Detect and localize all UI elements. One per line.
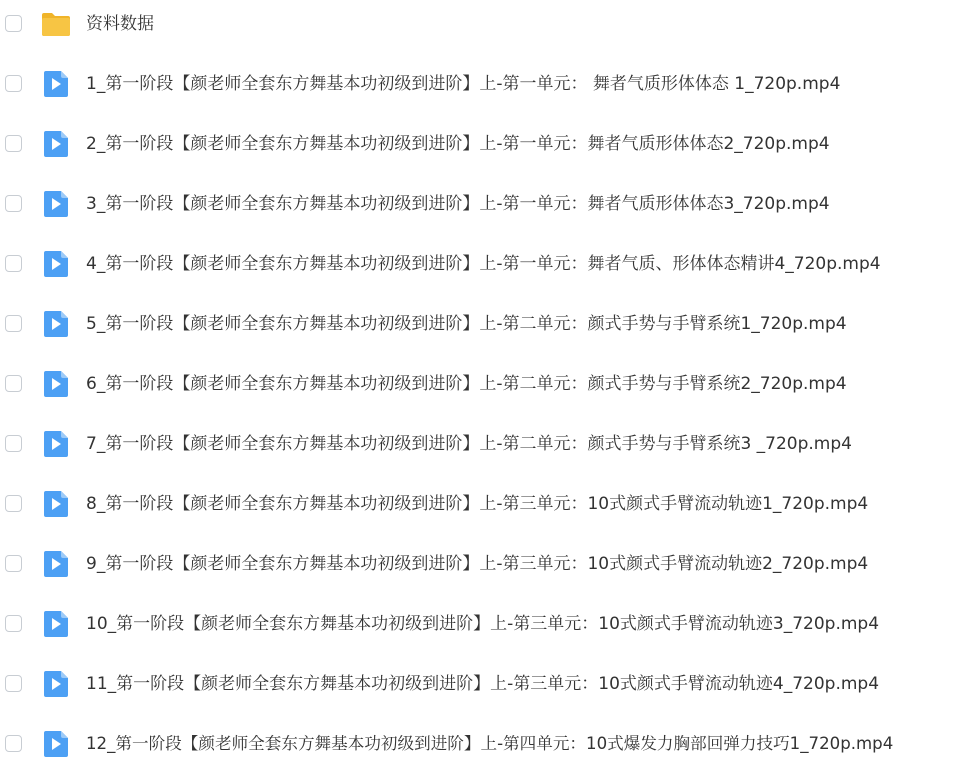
list-item-video[interactable]	[0, 362, 962, 422]
list-item-video[interactable]	[0, 62, 962, 122]
list-item-folder[interactable]	[0, 2, 962, 62]
list-item-video[interactable]	[0, 722, 962, 782]
checkbox-icon[interactable]	[5, 195, 22, 212]
file-name[interactable]: 1_第一阶段【颜老师全套东方舞基本功初级到进阶】上-第一单元： 舞者气质形体体态 1_720p.mp4	[86, 74, 841, 94]
checkbox-icon[interactable]	[5, 375, 22, 392]
file-name[interactable]: 11_第一阶段【颜老师全套东方舞基本功初级到进阶】上-第三单元：10式颜式手臂流动轨迹4_720p.mp4	[86, 674, 880, 694]
list-item-video[interactable]	[0, 242, 962, 302]
file-name[interactable]: 4_第一阶段【颜老师全套东方舞基本功初级到进阶】上-第一单元：舞者气质、形体体态精讲4_720p.mp4	[86, 254, 881, 274]
video-file-icon	[41, 250, 71, 278]
video-file-icon	[41, 430, 71, 458]
video-file-icon	[41, 70, 71, 98]
list-item-video[interactable]	[0, 482, 962, 542]
checkbox-icon[interactable]	[5, 675, 22, 692]
file-name[interactable]: 资料数据	[86, 14, 154, 34]
folder-icon	[41, 10, 71, 38]
video-file-icon	[41, 370, 71, 398]
checkbox-icon[interactable]	[5, 315, 22, 332]
video-file-icon	[41, 610, 71, 638]
checkbox-icon[interactable]	[5, 75, 22, 92]
file-name[interactable]: 9_第一阶段【颜老师全套东方舞基本功初级到进阶】上-第三单元：10式颜式手臂流动轨迹2_720p.mp4	[86, 554, 869, 574]
checkbox-icon[interactable]	[5, 615, 22, 632]
checkbox-icon[interactable]	[5, 255, 22, 272]
list-item-video[interactable]	[0, 122, 962, 182]
video-file-icon	[41, 310, 71, 338]
list-item-video[interactable]	[0, 182, 962, 242]
checkbox-icon[interactable]	[5, 555, 22, 572]
checkbox-icon[interactable]	[5, 495, 22, 512]
file-name[interactable]: 3_第一阶段【颜老师全套东方舞基本功初级到进阶】上-第一单元：舞者气质形体体态3_720p.mp4	[86, 194, 830, 214]
file-name[interactable]: 2_第一阶段【颜老师全套东方舞基本功初级到进阶】上-第一单元：舞者气质形体体态2_720p.mp4	[86, 134, 830, 154]
video-file-icon	[41, 670, 71, 698]
file-name[interactable]: 8_第一阶段【颜老师全套东方舞基本功初级到进阶】上-第三单元：10式颜式手臂流动轨迹1_720p.mp4	[86, 494, 869, 514]
list-item-video[interactable]	[0, 662, 962, 722]
video-file-icon	[41, 550, 71, 578]
file-name[interactable]: 12_第一阶段【颜老师全套东方舞基本功初级到进阶】上-第四单元：10式爆发力胸部回弹力技巧1_720p.mp4	[86, 734, 894, 753]
list-item-video[interactable]	[0, 542, 962, 602]
file-name[interactable]: 7_第一阶段【颜老师全套东方舞基本功初级到进阶】上-第二单元：颜式手势与手臂系统3 _720p.mp4	[86, 434, 852, 454]
file-name[interactable]: 10_第一阶段【颜老师全套东方舞基本功初级到进阶】上-第三单元：10式颜式手臂流动轨迹3_720p.mp4	[86, 614, 880, 634]
list-item-video[interactable]	[0, 422, 962, 482]
checkbox-icon[interactable]	[5, 735, 22, 752]
checkbox-icon[interactable]	[5, 135, 22, 152]
video-file-icon	[41, 130, 71, 158]
video-file-icon	[41, 730, 71, 758]
video-file-icon	[41, 190, 71, 218]
checkbox-icon[interactable]	[5, 435, 22, 452]
video-file-icon	[41, 490, 71, 518]
list-item-video[interactable]	[0, 602, 962, 662]
file-name[interactable]: 5_第一阶段【颜老师全套东方舞基本功初级到进阶】上-第二单元：颜式手势与手臂系统1_720p.mp4	[86, 314, 847, 334]
file-name[interactable]: 6_第一阶段【颜老师全套东方舞基本功初级到进阶】上-第二单元：颜式手势与手臂系统2_720p.mp4	[86, 374, 847, 394]
list-item-video[interactable]	[0, 302, 962, 362]
checkbox-icon[interactable]	[5, 15, 22, 32]
